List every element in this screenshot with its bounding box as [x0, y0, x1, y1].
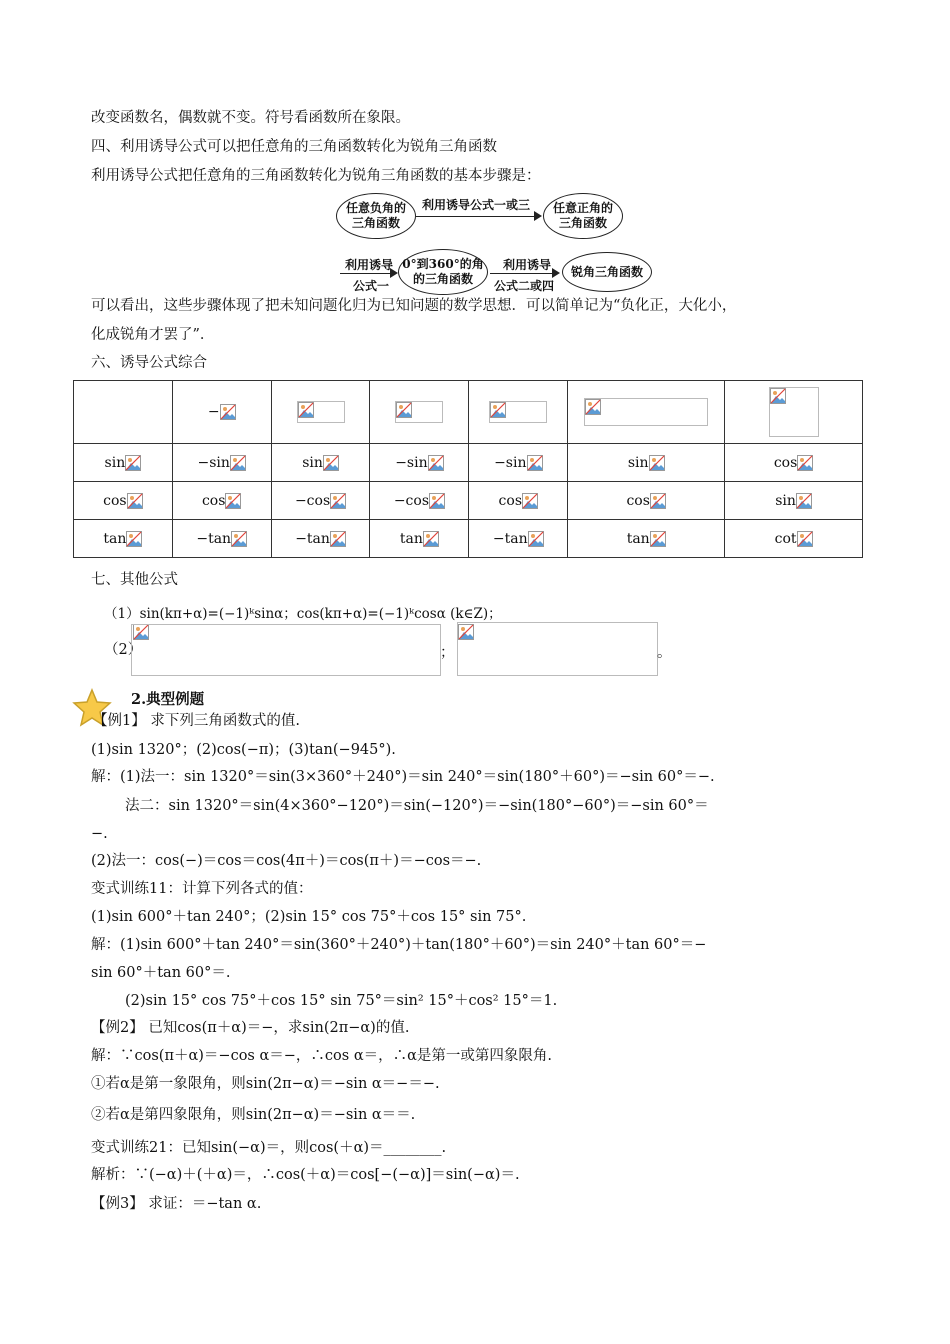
broken-image-icon — [330, 531, 346, 547]
flow-arrow-label: 利用诱导 — [503, 258, 552, 272]
flow-node: 任意正角的 三角函数 — [543, 193, 623, 239]
text-line: 法二：sin 1320°＝sin(4×360°−120°)＝sin(−120°)＝−sin(180°−60°)＝−sin 60°＝ — [125, 798, 709, 814]
broken-image-icon — [650, 493, 666, 509]
cell-text: −tan — [492, 530, 528, 547]
header-text: − — [207, 404, 220, 420]
cell-text: cos — [201, 492, 226, 509]
cell-text: −cos — [393, 492, 429, 509]
broken-image-icon — [796, 493, 812, 509]
table-cell — [725, 520, 863, 558]
text-line: 化成锐角才罢了”． — [91, 327, 215, 343]
broken-image-icon — [330, 493, 346, 509]
broken-image-icon — [230, 455, 246, 471]
text-line: ②若α是第四象限角，则sin(2π−α)＝−sin α＝＝. — [91, 1107, 416, 1123]
example-heading: 【例1】 求下列三角函数式的值. — [93, 713, 300, 729]
table-cell — [74, 444, 173, 482]
section-heading: 2.典型例题 — [131, 691, 205, 708]
cell-text: −tan — [196, 530, 232, 547]
broken-image-icon — [527, 455, 543, 471]
cell-text: cos — [498, 492, 523, 509]
cell-text: sin — [627, 454, 649, 471]
table-header-cell — [172, 381, 271, 444]
text-line: (2)法一：cos(−)＝cos＝cos(4π＋)＝cos(π＋)＝−cos＝−. — [91, 853, 482, 869]
cell-text: tan — [399, 530, 423, 547]
broken-image-icon — [127, 493, 143, 509]
broken-image-icon — [225, 493, 241, 509]
cell-text: sin — [775, 492, 796, 509]
text-line: 解：(1)法一：sin 1320°＝sin(3×360°＋240°)＝sin 240°＝sin(180°＋60°)＝−sin 60°＝−. — [91, 769, 715, 785]
table-header-cell — [725, 381, 863, 444]
image-frame — [769, 387, 819, 437]
table-cell — [74, 482, 173, 520]
cell-text: cos — [773, 454, 798, 471]
table-cell — [271, 444, 370, 482]
broken-image-icon — [231, 531, 247, 547]
cell-text: −cos — [294, 492, 331, 509]
table-cell — [271, 482, 370, 520]
flow-arrow — [490, 273, 558, 274]
image-frame — [395, 401, 443, 423]
text-line: 变式训练11：计算下列各式的值： — [91, 881, 313, 897]
example-heading: 【例2】 已知cos(π＋α)＝−，求sin(2π−α)的值. — [91, 1020, 410, 1036]
cell-text: tan — [103, 530, 127, 547]
cell-text: −sin — [197, 454, 230, 471]
broken-image-icon — [650, 531, 666, 547]
broken-image-icon — [797, 455, 813, 471]
flow-arrow-label: 公式一 — [353, 279, 390, 293]
table-cell — [74, 520, 173, 558]
broken-image-icon — [649, 455, 665, 471]
text-line: 解：(1)sin 600°＋tan 240°＝sin(360°＋240°)＋tan(180°＋60°)＝sin 240°＋tan 60°＝− — [91, 937, 707, 953]
cell-text: −sin — [494, 454, 527, 471]
flow-arrow-label: 利用诱导 — [345, 258, 394, 272]
broken-image-icon — [490, 402, 506, 418]
flow-arrow-label: 公式二或四 — [494, 279, 555, 293]
broken-image-icon — [423, 531, 439, 547]
table-cell — [568, 520, 725, 558]
flow-arrow-label: 利用诱导公式一或三 — [422, 198, 531, 212]
table-cell — [469, 482, 568, 520]
cell-text: cot — [774, 530, 797, 547]
example-heading: 【例3】 求证：＝−tan α. — [91, 1196, 262, 1212]
broken-image-icon — [522, 493, 538, 509]
table-header-cell — [568, 381, 725, 444]
broken-image-icon — [220, 404, 236, 420]
text-line: −. — [91, 826, 108, 842]
cell-text: sin — [302, 454, 323, 471]
flow-node: 0°到360°的角 的三角函数 — [398, 249, 488, 295]
table-header-cell — [74, 381, 173, 444]
table-row — [74, 520, 863, 558]
table-cell — [725, 482, 863, 520]
broken-image-icon — [428, 455, 444, 471]
broken-image-icon — [298, 402, 314, 418]
table-row — [74, 444, 863, 482]
table-row — [74, 482, 863, 520]
broken-image-icon — [125, 455, 141, 471]
broken-image-icon — [429, 493, 445, 509]
table-cell — [172, 482, 271, 520]
flow-arrow — [416, 216, 540, 217]
formula-image-frame — [131, 624, 441, 676]
table-cell — [370, 444, 469, 482]
text-line: 解析：∵(−α)＋(＋α)＝，∴cos(＋α)＝cos[−(−α)]＝sin(−α)＝. — [91, 1167, 520, 1183]
text-line: (2)sin 15° cos 75°＋cos 15° sin 75°＝sin² 15°＋cos² 15°＝1. — [125, 993, 558, 1009]
cell-text: sin — [104, 454, 126, 471]
text-line: 可以看出，这些步骤体现了把未知问题化归为已知问题的数学思想．可以简单记为“负化正，大化小， — [91, 298, 737, 314]
text-line: (1)sin 600°＋tan 240°；(2)sin 15° cos 75°＋cos 15° sin 75°. — [91, 909, 527, 925]
broken-image-icon — [396, 402, 412, 418]
punctuation: 。 — [657, 645, 672, 661]
cell-text: cos — [103, 492, 127, 509]
cell-text: tan — [626, 530, 650, 547]
formula-label: （2） — [104, 642, 143, 658]
broken-image-icon — [528, 531, 544, 547]
broken-image-icon — [126, 531, 142, 547]
cell-text: −tan — [295, 530, 330, 547]
table-cell — [725, 444, 863, 482]
broken-image-icon — [585, 399, 601, 415]
induction-formula-table — [73, 380, 863, 558]
table-header-cell — [469, 381, 568, 444]
table-cell — [172, 444, 271, 482]
flow-node: 锐角三角函数 — [562, 252, 652, 292]
broken-image-icon — [770, 388, 786, 404]
flow-arrow — [340, 273, 396, 274]
table-header-row — [74, 381, 863, 444]
text-line: 改变函数名，偶数就不变。符号看函数所在象限。 — [91, 110, 410, 126]
formula-line: （1）sin(kπ+α)=(−1)ᵏsinα；cos(kπ+α)=(−1)ᵏcosα (k∈Z)； — [104, 606, 502, 622]
image-frame — [584, 398, 708, 426]
table-cell — [172, 520, 271, 558]
flow-node: 任意负角的 三角函数 — [336, 193, 416, 239]
punctuation: ； — [440, 645, 455, 661]
text-line: 变式训练21：已知sin(−α)＝，则cos(＋α)＝________. — [91, 1140, 447, 1156]
text-line: ①若α是第一象限角，则sin(2π−α)＝−sin α＝−＝−. — [91, 1076, 440, 1092]
table-cell — [568, 482, 725, 520]
table-cell — [370, 482, 469, 520]
section-heading: 四、利用诱导公式可以把任意角的三角函数转化为锐角三角函数 — [91, 139, 497, 155]
table-cell — [469, 520, 568, 558]
table-cell — [469, 444, 568, 482]
formula-image-frame — [457, 622, 658, 676]
section-heading: 七、其他公式 — [91, 572, 178, 588]
broken-image-icon — [797, 531, 813, 547]
table-cell — [568, 444, 725, 482]
table-header-cell — [370, 381, 469, 444]
section-heading: 六、诱导公式综合 — [91, 355, 207, 371]
cell-text: cos — [626, 492, 650, 509]
table-cell — [271, 520, 370, 558]
cell-text: −sin — [395, 454, 428, 471]
text-line: 解：∵cos(π＋α)＝−cos α＝−，∴cos α＝，∴α是第一或第四象限角. — [91, 1048, 553, 1064]
text-line: (1)sin 1320°；(2)cos(−π)；(3)tan(−945°). — [91, 742, 396, 758]
text-line: 利用诱导公式把任意角的三角函数转化为锐角三角函数的基本步骤是： — [91, 168, 541, 184]
text-line: sin 60°＋tan 60°＝. — [91, 965, 231, 981]
image-frame — [297, 401, 345, 423]
table-cell — [370, 520, 469, 558]
table-header-cell — [271, 381, 370, 444]
broken-image-icon — [323, 455, 339, 471]
image-frame — [489, 401, 547, 423]
